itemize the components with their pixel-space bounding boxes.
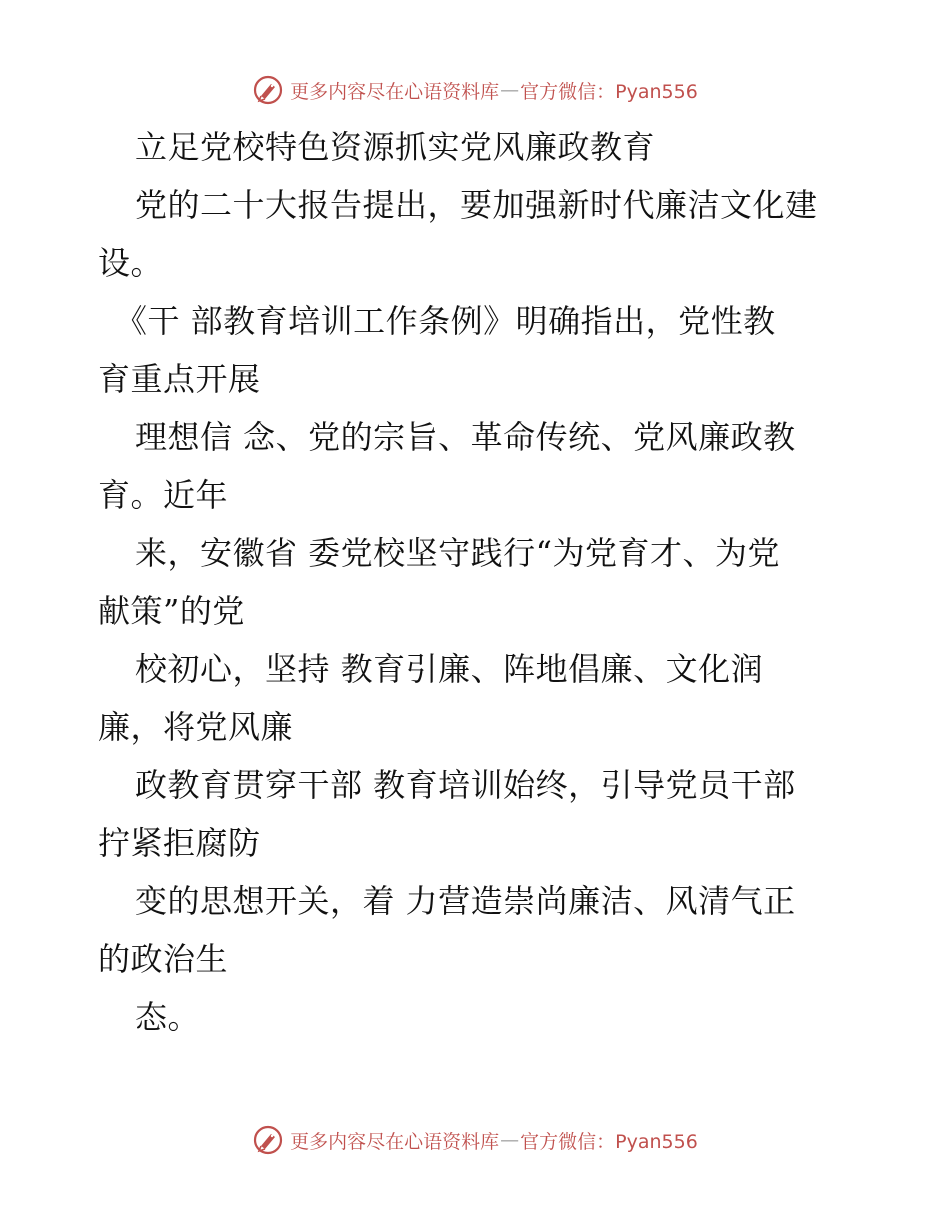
banner-wechat: 官方微信：Pyan556 xyxy=(520,80,698,103)
text-line: 校初心，坚持 教育引廉、阵地倡廉、文化润 xyxy=(135,650,764,688)
banner-separator: — xyxy=(500,1129,520,1151)
text-line: 育重点开展 xyxy=(98,360,261,398)
footer-watermark-banner xyxy=(0,1120,950,1160)
text-line: 党的二十大报告提出，要加强新时代廉洁文化建 xyxy=(135,186,818,224)
text-line: 献策”的党 xyxy=(98,592,245,630)
text-line: 育。近年 xyxy=(98,476,229,514)
text-line: 的政治生 xyxy=(98,940,229,978)
banner-wechat: 官方微信：Pyan556 xyxy=(520,1130,698,1153)
text-line: 政教育贯穿干部 教育培训始终，引导党员干部 xyxy=(135,766,796,804)
pen-nib-logo-icon xyxy=(252,1124,284,1156)
text-line: 设。 xyxy=(98,244,164,282)
banner-separator: — xyxy=(500,79,520,101)
text-line: 态。 xyxy=(135,998,201,1036)
text-line: 廉，将党风廉 xyxy=(98,708,294,746)
text-line: 拧紧拒腐防 xyxy=(98,824,261,862)
text-line: 《干 部教育培训工作条例》明确指出，党性教 xyxy=(115,302,776,340)
banner-title: 更多内容尽在心语资料库 xyxy=(290,80,500,103)
text-line: 变的思想开关，着 力营造崇尚廉洁、风清气正 xyxy=(135,882,796,920)
banner-title: 更多内容尽在心语资料库 xyxy=(290,1130,500,1153)
document-title: 立足党校特色资源抓实党风廉政教育 xyxy=(135,128,656,166)
text-line: 来，安徽省 委党校坚守践行“为党育才、为党 xyxy=(135,534,781,572)
text-line: 理想信 念、党的宗旨、革命传统、党风廉政教 xyxy=(135,418,796,456)
